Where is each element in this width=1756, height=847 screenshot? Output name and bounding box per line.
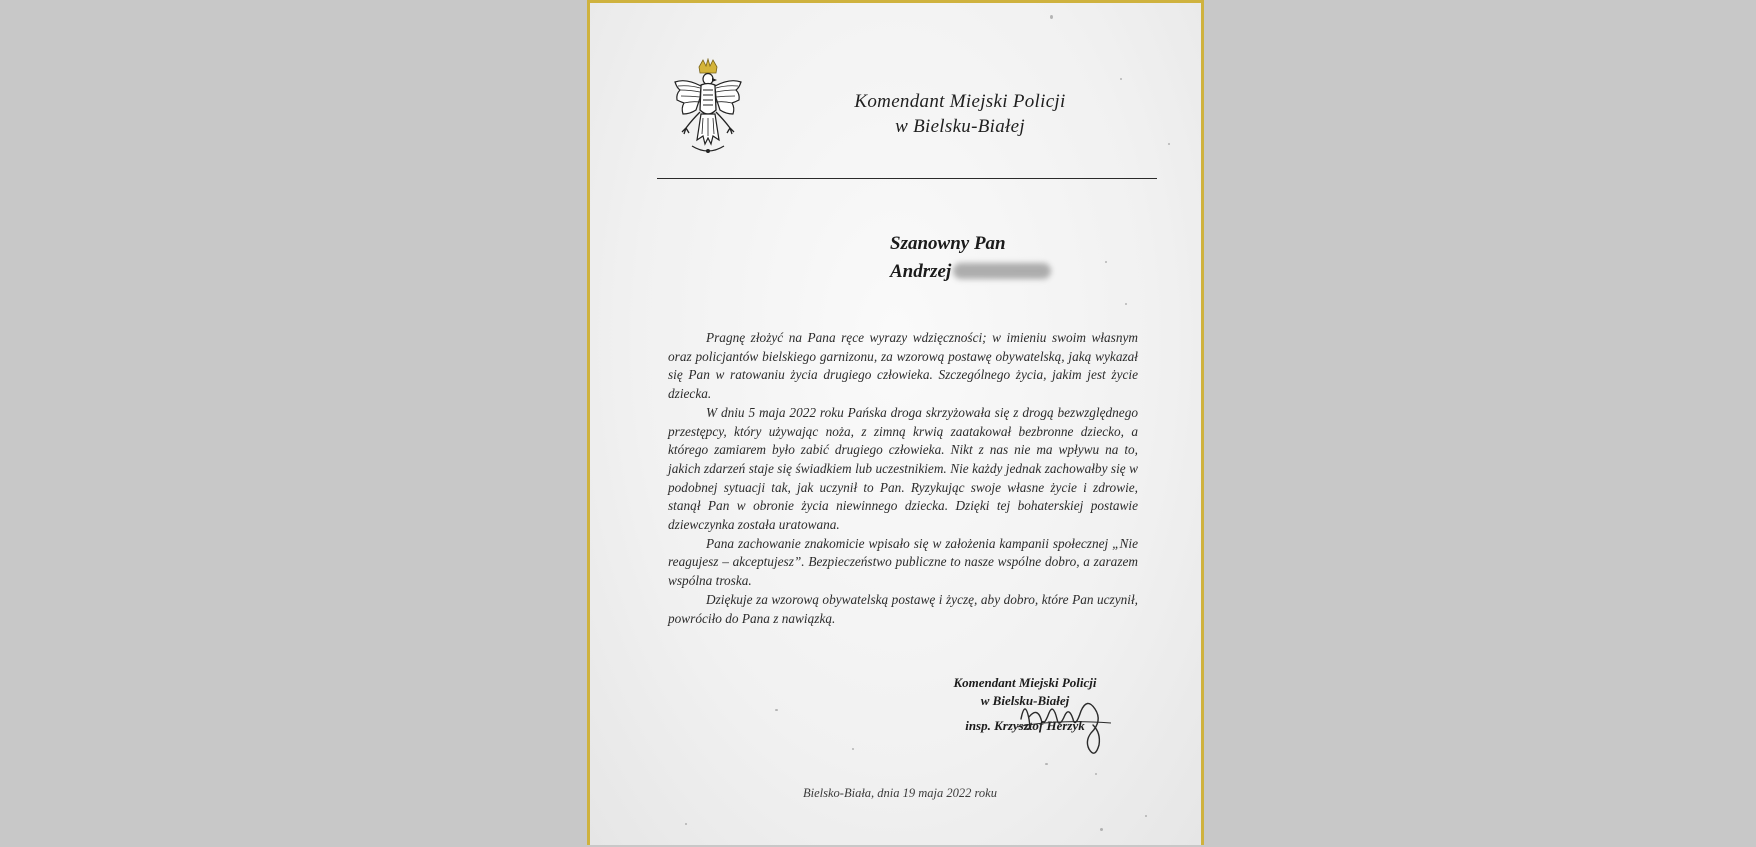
handwritten-signature: [1015, 689, 1125, 761]
issuer-header: [810, 89, 1110, 139]
letter-sheet: [587, 0, 1204, 845]
issuer-line-2: w Bielsku-Białej: [895, 116, 1025, 137]
salutation: Szanowny Pan: [890, 233, 1006, 254]
body-paragraph: Pana zachowanie znakomicie wpisało się w założenia kampanii społecznej „Nie reagujesz – akceptujesz”. Bezpieczeństwo publiczne to nasze wspólne dobro, a zarazem wspólna troska.: [668, 535, 1138, 589]
body-paragraph: Dziękuje za wzorową obywatelską postawę i życzę, aby dobro, które Pan uczynił, powróciło do Pana z nawiązką.: [668, 591, 1138, 626]
body-paragraph: W dniu 5 maja 2022 roku Pańska droga skrzyżowała się z drogą bezwzględnego przestępcy, który używając noża, z zimną krwią zaatakował bezbronne dziecko, a którego zamiarem było zabić drugiego człowieka. Nikt z nas nie ma wpływu na to, jakich zdarzeń staje się świadkiem lub uczestnikiem. Nie każdy jednak zachowałby się w podobnej sytuacji tak, jak uczynił to Pan. Ryzykując swoje własne życie i zdrowie, stanął Pan w obronie życia niewinnego dziecka. Dzięki tej bohaterskiej postawie dziewczynka została uratowana.: [668, 404, 1138, 533]
recipient-first-name: Andrzej: [890, 261, 952, 282]
signature-title-line-1: Komendant Miejski Policji: [953, 675, 1097, 690]
recipient-block: [890, 230, 1051, 286]
signatory-name: insp. Krzysztof Herzyk: [965, 718, 1085, 733]
redacted-surname: [953, 263, 1051, 279]
place-and-date: Bielsko-Biała, dnia 19 maja 2022 roku: [803, 786, 997, 800]
letter-body: [668, 329, 1138, 628]
polish-eagle-emblem-icon: [672, 58, 744, 162]
header-divider: [657, 178, 1157, 179]
recipient-name: [890, 258, 1051, 286]
issuer-line-1: Komendant Miejski Policji: [854, 91, 1066, 112]
body-paragraph: Pragnę złożyć na Pana ręce wyrazy wdzięczności; w imieniu swoim własnym oraz policjantów bielskiego garnizonu, za wzorową postawę obywatelską, jaką wykazał się Pan w ratowaniu życia drugiego człowieka. Szczególnego życia, jakim jest życie dziecka.: [668, 330, 1138, 402]
signature-title-line-2: w Bielsku-Białej: [980, 692, 1070, 708]
